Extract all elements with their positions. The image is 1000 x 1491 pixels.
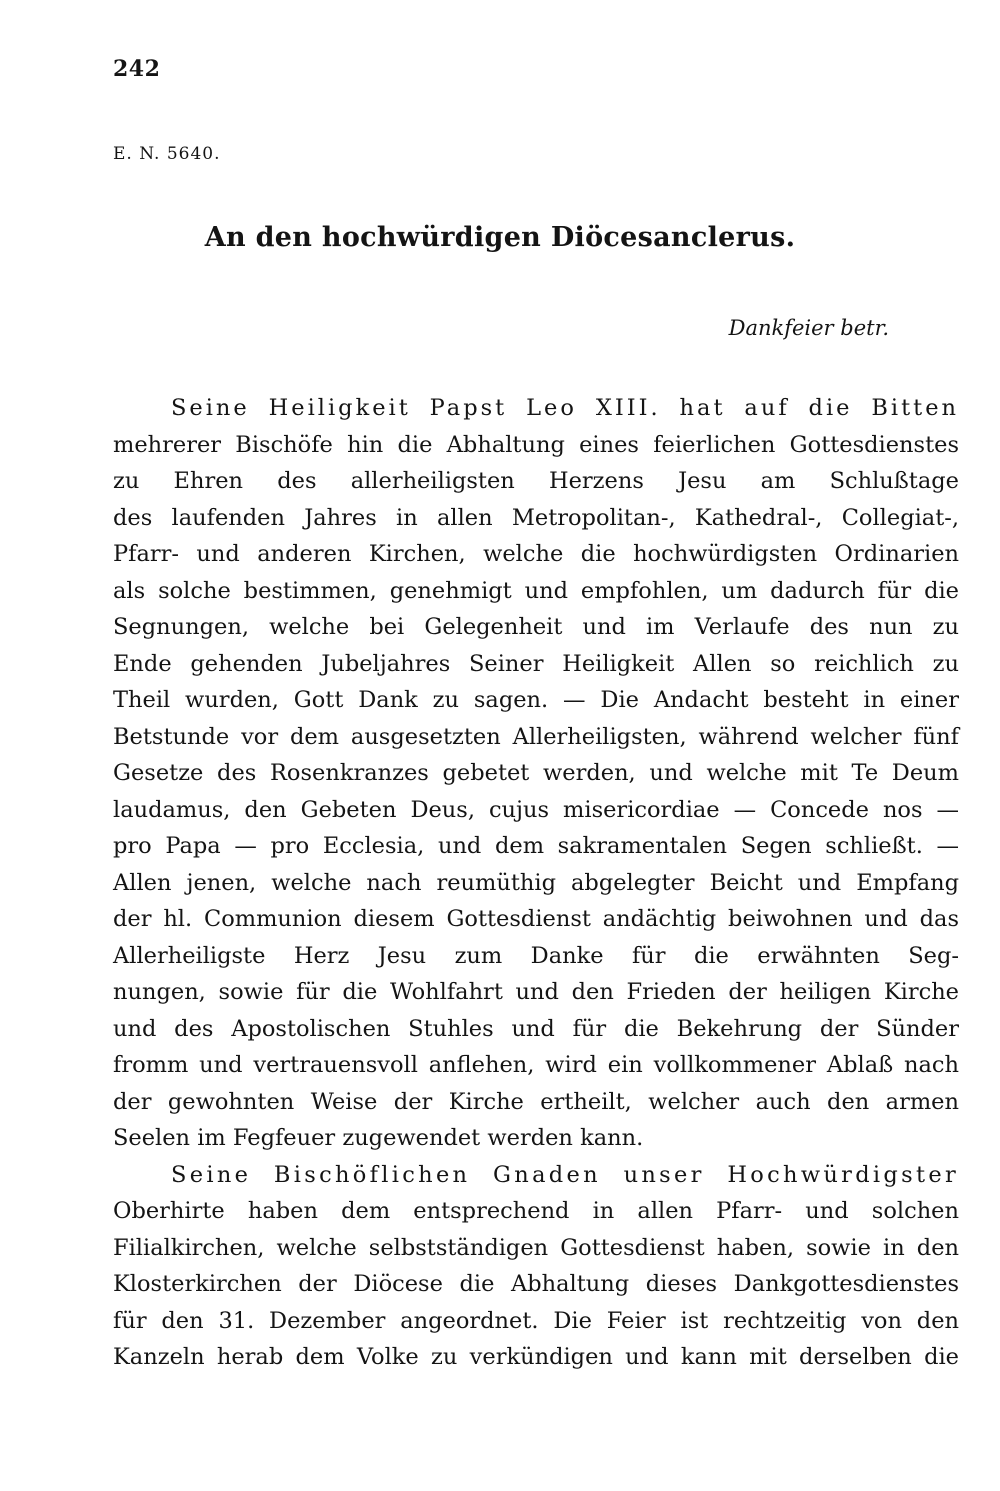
text-line: der gewohnten Weise der Kirche ertheilt, welcher auch den armen bbox=[113, 1088, 959, 1115]
text-line: und des Apostolischen Stuhles und für die Bekehrung der Sünder bbox=[113, 1015, 959, 1042]
text-line: mehrerer Bischöfe hin die Abhaltung eines feierlichen Gottesdienstes bbox=[113, 431, 959, 458]
text-line: Seine Heiligkeit Papst Leo XIII. hat auf die Bitten bbox=[171, 395, 959, 421]
text-line: zu Ehren des allerheiligsten Herzens Jesu am Schlußtage bbox=[113, 468, 959, 494]
text-line: pro Papa — pro Ecclesia, und dem sakramentalen Segen schließt. — bbox=[113, 833, 959, 859]
text-line: für den 31. Dezember angeordnet. Die Feier ist rechtzeitig von den bbox=[113, 1307, 959, 1334]
text-line: Kanzeln herab dem Volke zu verkündigen und kann mit derselben die bbox=[113, 1344, 959, 1370]
text-line: Seine Bischöflichen Gnaden unser Hochwürdigster bbox=[171, 1161, 959, 1188]
text-line: Klosterkirchen der Diöcese die Abhaltung dieses Dankgottesdienstes bbox=[113, 1271, 959, 1297]
paragraph-1 bbox=[113, 390, 959, 1157]
text-line: als solche bestimmen, genehmigt und empfohlen, um dadurch für die bbox=[113, 577, 959, 604]
text-line: Betstunde vor dem ausgesetzten Allerheiligsten, während welcher fünf bbox=[113, 723, 959, 750]
text-line: Segnungen, welche bei Gelegenheit und im Verlaufe des nun zu bbox=[113, 614, 959, 640]
reference-number: E. N. 5640. bbox=[113, 144, 221, 164]
text-line: der hl. Communion diesem Gottesdienst andächtig beiwohnen und das bbox=[113, 906, 959, 932]
text-line: Theil wurden, Gott Dank zu sagen. — Die Andacht besteht in einer bbox=[113, 687, 959, 713]
text-line: Allen jenen, welche nach reumüthig abgelegter Beicht und Empfang bbox=[113, 869, 959, 896]
text-line: fromm und vertrauensvoll anflehen, wird ein vollkommener Ablaß nach bbox=[113, 1052, 959, 1078]
page-number: 242 bbox=[113, 56, 161, 82]
text-line: des laufenden Jahres in allen Metropolitan-, Kathedral-, Collegiat-, bbox=[113, 504, 959, 531]
text-line: Seelen im Fegfeuer zugewendet werden kann. bbox=[113, 1125, 644, 1151]
text-line: Allerheiligste Herz Jesu zum Danke für die erwähnten Seg- bbox=[113, 942, 959, 969]
text-line: Gesetze des Rosenkranzes gebetet werden, und welche mit Te Deum bbox=[113, 760, 959, 786]
text-line: Oberhirte haben dem entsprechend in allen Pfarr- und solchen bbox=[113, 1198, 959, 1224]
document-heading: An den hochwürdigen Diöcesanclerus. bbox=[204, 222, 796, 253]
text-line: nungen, sowie für die Wohlfahrt und den Frieden der heiligen Kirche bbox=[113, 979, 959, 1005]
body-text bbox=[113, 390, 959, 1376]
paragraph-2 bbox=[113, 1157, 959, 1376]
text-line: Filialkirchen, welche selbstständigen Gottesdienst haben, sowie in den bbox=[113, 1234, 959, 1261]
text-line: Ende gehenden Jubeljahres Seiner Heiligkeit Allen so reichlich zu bbox=[113, 650, 959, 677]
text-line: laudamus, den Gebeten Deus, cujus misericordiae — Concede nos — bbox=[113, 796, 959, 823]
subject-line: Dankfeier betr. bbox=[728, 316, 889, 340]
text-line: Pfarr- und anderen Kirchen, welche die hochwürdigsten Ordinarien bbox=[113, 541, 959, 567]
